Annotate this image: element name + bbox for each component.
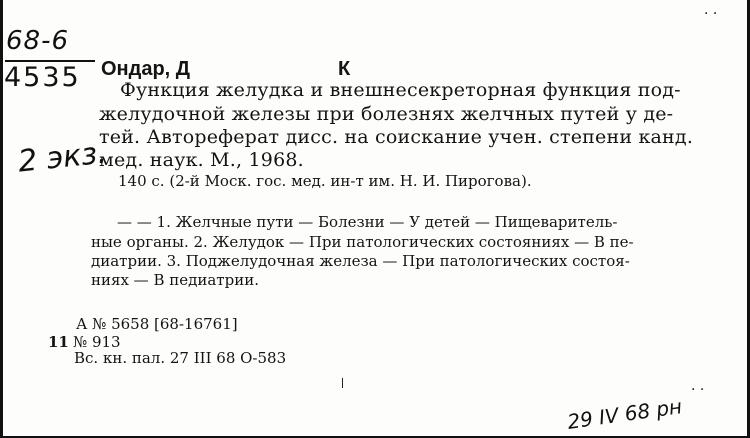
handwritten-bottom-marks: · · (691, 382, 705, 398)
card-left-border (0, 0, 3, 438)
subjects-line-3: диатрии. 3. Поджелудочная железа — При патологических состоя- (91, 252, 630, 270)
subjects-line-4: ниях — В педиатрии. (91, 271, 259, 289)
author-initial: К (338, 58, 351, 80)
handwritten-call-number: 4535 (4, 62, 81, 93)
title-line-2: желудочной железы при болезнях желчных путей у де- (99, 103, 674, 125)
record-number: А № 5658 [68-16761] (76, 315, 238, 333)
pencil-tick-mark (342, 378, 343, 388)
order-prefix: 11 (48, 333, 69, 351)
subjects-line-2: ные органы. 2. Желудок — При патологических состояниях — В пе- (91, 233, 634, 251)
print-info-line: Вс. кн. пал. 27 III 68 О-583 (74, 349, 287, 367)
subjects-line-1: — — 1. Желчные пути — Болезни — У детей — Пищеваритель- (117, 213, 618, 231)
pages-publisher-line: 140 с. (2-й Моск. гос. мед. ин-т им. Н. И. Пирогова). (118, 172, 532, 190)
title-line-1: Функция желудка и внешнесекреторная функция под- (120, 79, 681, 101)
author-name: Ондар, Д (101, 58, 191, 80)
order-number: № 913 (73, 333, 121, 351)
title-line-3: тей. Автореферат дисс. на соискание учен. степени канд. (99, 126, 694, 148)
title-line-4: мед. наук. М., 1968. (99, 149, 304, 171)
handwritten-copies-note: 2 экз. (16, 135, 109, 180)
handwritten-top-marks: · · (704, 6, 718, 22)
handwritten-top-code: 68-6 (6, 26, 70, 56)
handwritten-date-note: 29 IV 68 рн (565, 394, 684, 434)
